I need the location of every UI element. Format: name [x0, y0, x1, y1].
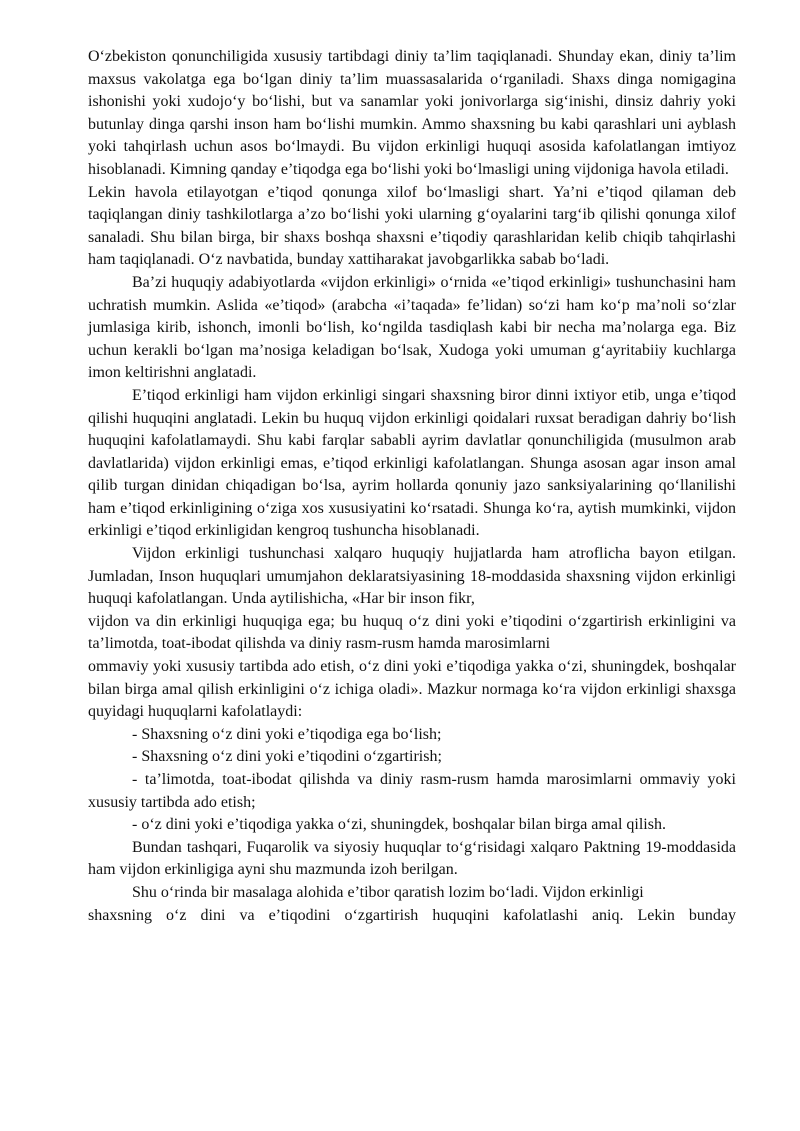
list-item-have-religion: - Shaxsning o‘z dini yoki e’tiqodiga ega bo‘lish; [132, 725, 442, 743]
paragraph-lawful-belief: Lekin havola etilayotgan e’tiqod qonunga xilof bo‘lmasligi shart. Ya’ni e’tiqod qilaman deb taqiqlangan diniy tashkilotlarga a’zo bo‘lishi yoki ularning g‘oyalarini targ‘ib qilishi qonunga xilof sanaladi. Shu bilan birga, bir shaxs boshqa shaxsni e’tiqodiy qarashlaridan kelib chiqib tahqirlashi ham taqiqlanadi. O‘z navbatida, bunday xattiharakat javobgarlikka sabab bo‘ladi. [88, 183, 736, 269]
list-item-change-religion: - Shaxsning o‘z dini yoki e’tiqodini o‘zgartirish; [132, 748, 442, 766]
paragraph-international-law: Vijdon erkinligi tushunchasi xalqaro huquqiy hujjatlarda ham atroflicha bayon etilgan. Jumladan, Inson huquqlari umumjahon deklaratsiyasining 18-moddasida shaxsning vijdon erkinligi huquqi kafolatlangan. Unda aytilishicha, «Har bir inson fikr, [88, 545, 736, 608]
paragraph-religious-education: O‘zbekiston qonunchiligida xususiy tartibdagi diniy ta’lim taqiqlanadi. Shunday ekan, diniy ta’lim maxsus vakolatga ega bo‘lgan diniy ta’lim muassasalarida o‘rganiladi. Shaxs dinga nomigagina ishonishi yoki xudojo‘y bo‘lishi, but va sanamlar yoki jonivorlarga sig‘inishi, dinsiz dahriy yoki butunlay dinga qarshi inson ham bo‘lishi mumkin. Ammo shaxsning bu kabi qarashlari uni ayblash yoki tahqirlash uchun asos bo‘lmaydi. Bu vijdon erkinligi huquqi asosida kafolatlangan imtiyoz hisoblanadi. Kimning qanday e’tiqodga ega bo‘lishi yoki bo‘lmasligi uning vijdoniga havola etiladi. [88, 48, 736, 178]
paragraph-covenant: Bundan tashqari, Fuqarolik va siyosiy huquqlar to‘g‘risidagi xalqaro Paktning 19-moddasida ham vijdon erkinligiga ayni shu mazmunda izoh berilgan. [88, 838, 736, 879]
list-item-practice-alone-or-together: - o‘z dini yoki e’tiqodiga yakka o‘zi, shuningdek, boshqalar bilan birga amal qilish. [132, 816, 666, 834]
paragraph-freedom-of-belief-term: Ba’zi huquqiy adabiyotlarda «vijdon erkinligi» o‘rnida «e’tiqod erkinligi» tushunchasini ham uchratish mumkin. Aslida «e’tiqod» (arabcha «i’taqada» fe’lidan) so‘zi ham ko‘p ma’noli so‘zlar jumlasiga kirib, ishonch, imonli bo‘lish, ko‘ngilda tasdiqlash kabi bir necha ma’nolarga ega. Biz uchun kerakli bo‘lgan ma’nosiga keladigan bo‘lsak, Xudoga yoki umuman g‘ayritabiiy kuchlarga imon keltirishni anglatadi. [88, 273, 736, 382]
paragraph-declaration-quote-part: vijdon va din erkinligi huquqiga ega; bu huquq o‘z dini yoki e’tiqodini o‘zgartirish erkinligini va ta’limotda, toat-ibodat qilishda va diniy rasm-rusm hamda marosimlarni [88, 612, 736, 653]
list-item-practice-rites: - ta’limotda, toat-ibodat qilishda va diniy rasm-rusm hamda marosimlarni ommaviy yoki xususiy tartibda ado etish; [88, 771, 736, 811]
paragraph-special-attention: Shu o‘rinda bir masalaga alohida e’tibor qaratish lozim bo‘ladi. Vijdon erkinligi [132, 883, 644, 901]
paragraph-continuation: shaxsning o‘z dini va e’tiqodini o‘zgartirish huquqini kafolatlashi aniq. Lekin bunday [88, 906, 736, 924]
document-page [88, 46, 736, 927]
paragraph-belief-vs-conscience: E’tiqod erkinligi ham vijdon erkinligi singari shaxsning biror dinni ixtiyor etib, unga e’tiqod qilishi huquqini anglatadi. Lekin bu huquq vijdon erkinligi qoidalari ruxsat beradigan dahriy bo‘lish huquqini kafolatlamaydi. Shu kabi farqlar sababli ayrim davlatlar qonunchiligida (musulmon arab davlatlarida) vijdon erkinligi emas, e’tiqod erkinligi kafolatlangan. Shunga asosan agar inson amal qilib turgan dinidan chiqadigan bo‘lsa, ayrim hollarda qonuniy jazo sanksiyalarining qo‘llanilishi ham e’tiqod erkinligining o‘ziga xos xususiyatini ko‘rsatadi. Shunga ko‘ra, aytish mumkinki, vijdon erkinligi e’tiqod erkinligidan kengroq tushuncha hisoblanadi. [88, 386, 736, 540]
paragraph-declaration-quote-end: ommaviy yoki xususiy tartibda ado etish, o‘z dini yoki e’tiqodiga yakka o‘zi, shuningdek, boshqalar bilan birga amal qilish erkinligini o‘z ichiga oladi». Mazkur normaga ko‘ra vijdon erkinligi shaxsga quyidagi huquqlarni kafolatlaydi: [88, 658, 736, 721]
